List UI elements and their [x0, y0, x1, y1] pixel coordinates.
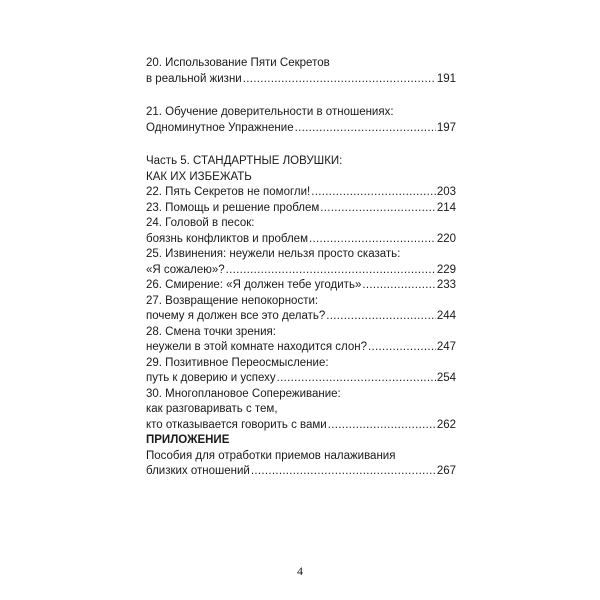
dot-leader — [311, 185, 436, 201]
toc-page-number: 229 — [436, 263, 456, 276]
toc-entry-29-line1: 29. Позитивное Переосмысление: — [146, 356, 329, 369]
toc-page-number: 220 — [436, 232, 456, 245]
toc-entry-26: 26. Смирение: «Я должен тебе угодить» ..... 233 — [146, 278, 456, 294]
toc-page-number: 191 — [436, 72, 456, 85]
dot-leader — [362, 278, 435, 294]
page-footer-number: 4 — [297, 564, 303, 578]
toc-entry-27-line1: 27. Возвращение непокорности: — [146, 294, 319, 307]
toc-page-number: 203 — [436, 186, 456, 198]
dot-leader — [243, 72, 436, 88]
toc-entry-22: 22. Пять Секретов не помогли! ..... 203 — [146, 185, 456, 201]
toc-entry-30-line2: как разговаривать с тем, — [146, 403, 278, 415]
dot-leader — [277, 371, 436, 387]
toc-appendix-line1: Пособия для отработки приемов налаживания — [146, 449, 396, 462]
toc-page-number: 197 — [436, 121, 456, 134]
dot-leader — [309, 232, 436, 248]
dot-leader — [326, 309, 436, 325]
toc-entry-28-line1: 28. Смена точки зрения: — [146, 325, 276, 338]
toc-part-5-subheading: КАК ИХ ИЗБЕЖАТЬ — [146, 170, 252, 183]
dot-leader — [226, 263, 436, 279]
toc-entry-30-line1: 30. Многоплановое Сопереживание: — [146, 387, 341, 400]
dot-leader — [251, 464, 436, 480]
toc-page-number: 214 — [436, 201, 456, 214]
dot-leader — [328, 418, 436, 434]
toc-entry-20-line1: 20. Использование Пяти Секретов — [146, 57, 330, 69]
toc-page-number: 267 — [436, 465, 456, 477]
toc-page-number: 254 — [436, 372, 456, 384]
toc-appendix-heading: ПРИЛОЖЕНИЕ — [146, 434, 230, 446]
toc-page-number: 233 — [436, 279, 456, 291]
table-of-contents — [146, 56, 456, 480]
toc-page-number: 262 — [436, 418, 456, 431]
toc-entry-30-line3: кто отказывается говорить с вами ..... 262 — [146, 418, 456, 434]
toc-page-number: 244 — [436, 310, 456, 322]
toc-entry-20-line2: в реальной жизни ..... 191 — [146, 72, 456, 88]
toc-entry-24-line1: 24. Головой в песок: — [146, 217, 255, 229]
toc-entry-23: 23. Помощь и решение проблем ..... 214 — [146, 201, 456, 217]
toc-entry-28-line2: неужели в этой комнате находится слон? ..... 247 — [146, 340, 456, 356]
toc-entry-29-line2: путь к доверию и успеху ..... 254 — [146, 371, 456, 387]
toc-entry-25-line2: «Я сожалею»? ..... 229 — [146, 263, 456, 279]
dot-leader — [320, 201, 436, 217]
dot-leader — [295, 121, 436, 137]
toc-entry-24-line2: боязнь конфликтов и проблем ..... 220 — [146, 232, 456, 248]
toc-entry-25-line1: 25. Извинения: неужели нельзя просто сказать: — [146, 248, 401, 260]
toc-part-5-heading: Часть 5. СТАНДАРТНЫЕ ЛОВУШКИ: — [146, 155, 343, 167]
toc-entry-21-line1: 21. Обучение доверительности в отношениях: — [146, 106, 394, 118]
toc-page-number: 247 — [436, 341, 456, 353]
toc-entry-27-line2: почему я должен все это делать? ..... 244 — [146, 309, 456, 325]
toc-appendix-line2: близких отношений ..... 267 — [146, 464, 456, 480]
dot-leader — [368, 340, 436, 356]
toc-entry-21-line2: Одноминутное Упражнение ..... 197 — [146, 121, 456, 137]
